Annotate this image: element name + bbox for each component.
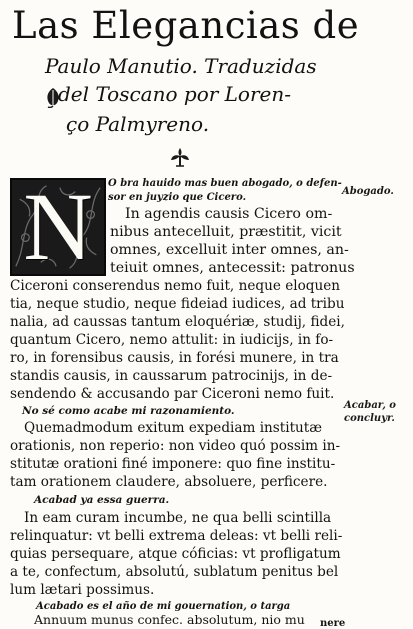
- catchword: nere: [320, 618, 346, 629]
- paragraph1-line: sendendo & accusando par Ciceroni nemo fuit.: [10, 386, 335, 402]
- intro-gloss-line-1: O bra hauido mas buen abogado, o defen-: [108, 178, 342, 189]
- paragraph2-line: orationis, non reperio: non video quó possim in-: [10, 438, 341, 454]
- paragraph1-line: omnes, excelluit inter omnes, an-: [110, 242, 349, 258]
- section-heading: No sé como acabe mi razonamiento.: [22, 405, 235, 417]
- section-heading: Acabad ya essa guerra.: [34, 494, 170, 506]
- paragraph1-line: nalia, ad caussas tantum eloquériæ, studij, fidei,: [10, 314, 345, 330]
- paragraph3-line: relinquatur: vt belli extrema deleas: vt belli reli-: [10, 528, 343, 544]
- paragraph2-line: tam orationem claudere, absoluere, perficere.: [10, 474, 328, 490]
- initial-letter: N: [23, 178, 93, 276]
- decorated-initial: [10, 178, 106, 276]
- paragraph1-line: In agendis causis Cicero om-: [125, 206, 333, 222]
- paragraph1-line: Ciceroni conserendus nemo fuit, neque eloquen: [10, 278, 341, 294]
- title-line-2: Paulo Manutio. Traduzidas: [45, 54, 317, 78]
- margin-note-abogado: Abogado.: [342, 186, 394, 197]
- margin-note-acabar-2: concluyr.: [344, 413, 395, 424]
- paragraph2-line: stitutæ orationi finé imponere: quo fine institu-: [10, 456, 336, 472]
- paragraph3-line: quias persequare, atque cóficias: vt profligatum: [10, 546, 341, 562]
- paragraph4-line: Annuum munus confec. absolutum, nio mu: [34, 612, 305, 627]
- title-line-1: Las Elegancias de: [12, 4, 360, 47]
- paragraph1-line: teiuit omnes, antecessit: patronus: [110, 260, 355, 276]
- title-line-3: del Toscano por Loren-: [58, 82, 292, 106]
- paragraph3-line: In eam curam incumbe, ne qua belli scintilla: [24, 510, 332, 526]
- intro-gloss-line-2: sor en juyzio que Cicero.: [108, 192, 247, 203]
- paragraph3-line: lum lætari possimus.: [10, 582, 155, 598]
- paragraph1-line: nibus antecelluit, præstitit, vicit: [110, 224, 342, 240]
- paragraph1-line: ro, in forensibus causis, in forési munere, in tra: [10, 350, 339, 366]
- margin-note-acabar-1: Acabar, o: [344, 400, 396, 411]
- paragraph3-line: a te, confectum, absolutú, sublatum penitus bel: [10, 564, 339, 580]
- section-heading: Acabado es el año de mi gouernation, o targa: [36, 601, 291, 612]
- fleuron-icon: [168, 146, 192, 168]
- paragraph2-line: Quemadmodum exitum expediam institutæ: [24, 420, 323, 436]
- paragraph1-line: tia, neque studio, neque fideiad iudices, ad tribu: [10, 296, 345, 312]
- title-line-4: ço Palmyreno.: [66, 112, 210, 136]
- paragraph1-line: quantum Cicero, nemo attulit: in iudicijs, in fo-: [10, 332, 334, 348]
- paragraph1-line: standis causis, in caussarum patrocinijs, in de-: [10, 368, 333, 384]
